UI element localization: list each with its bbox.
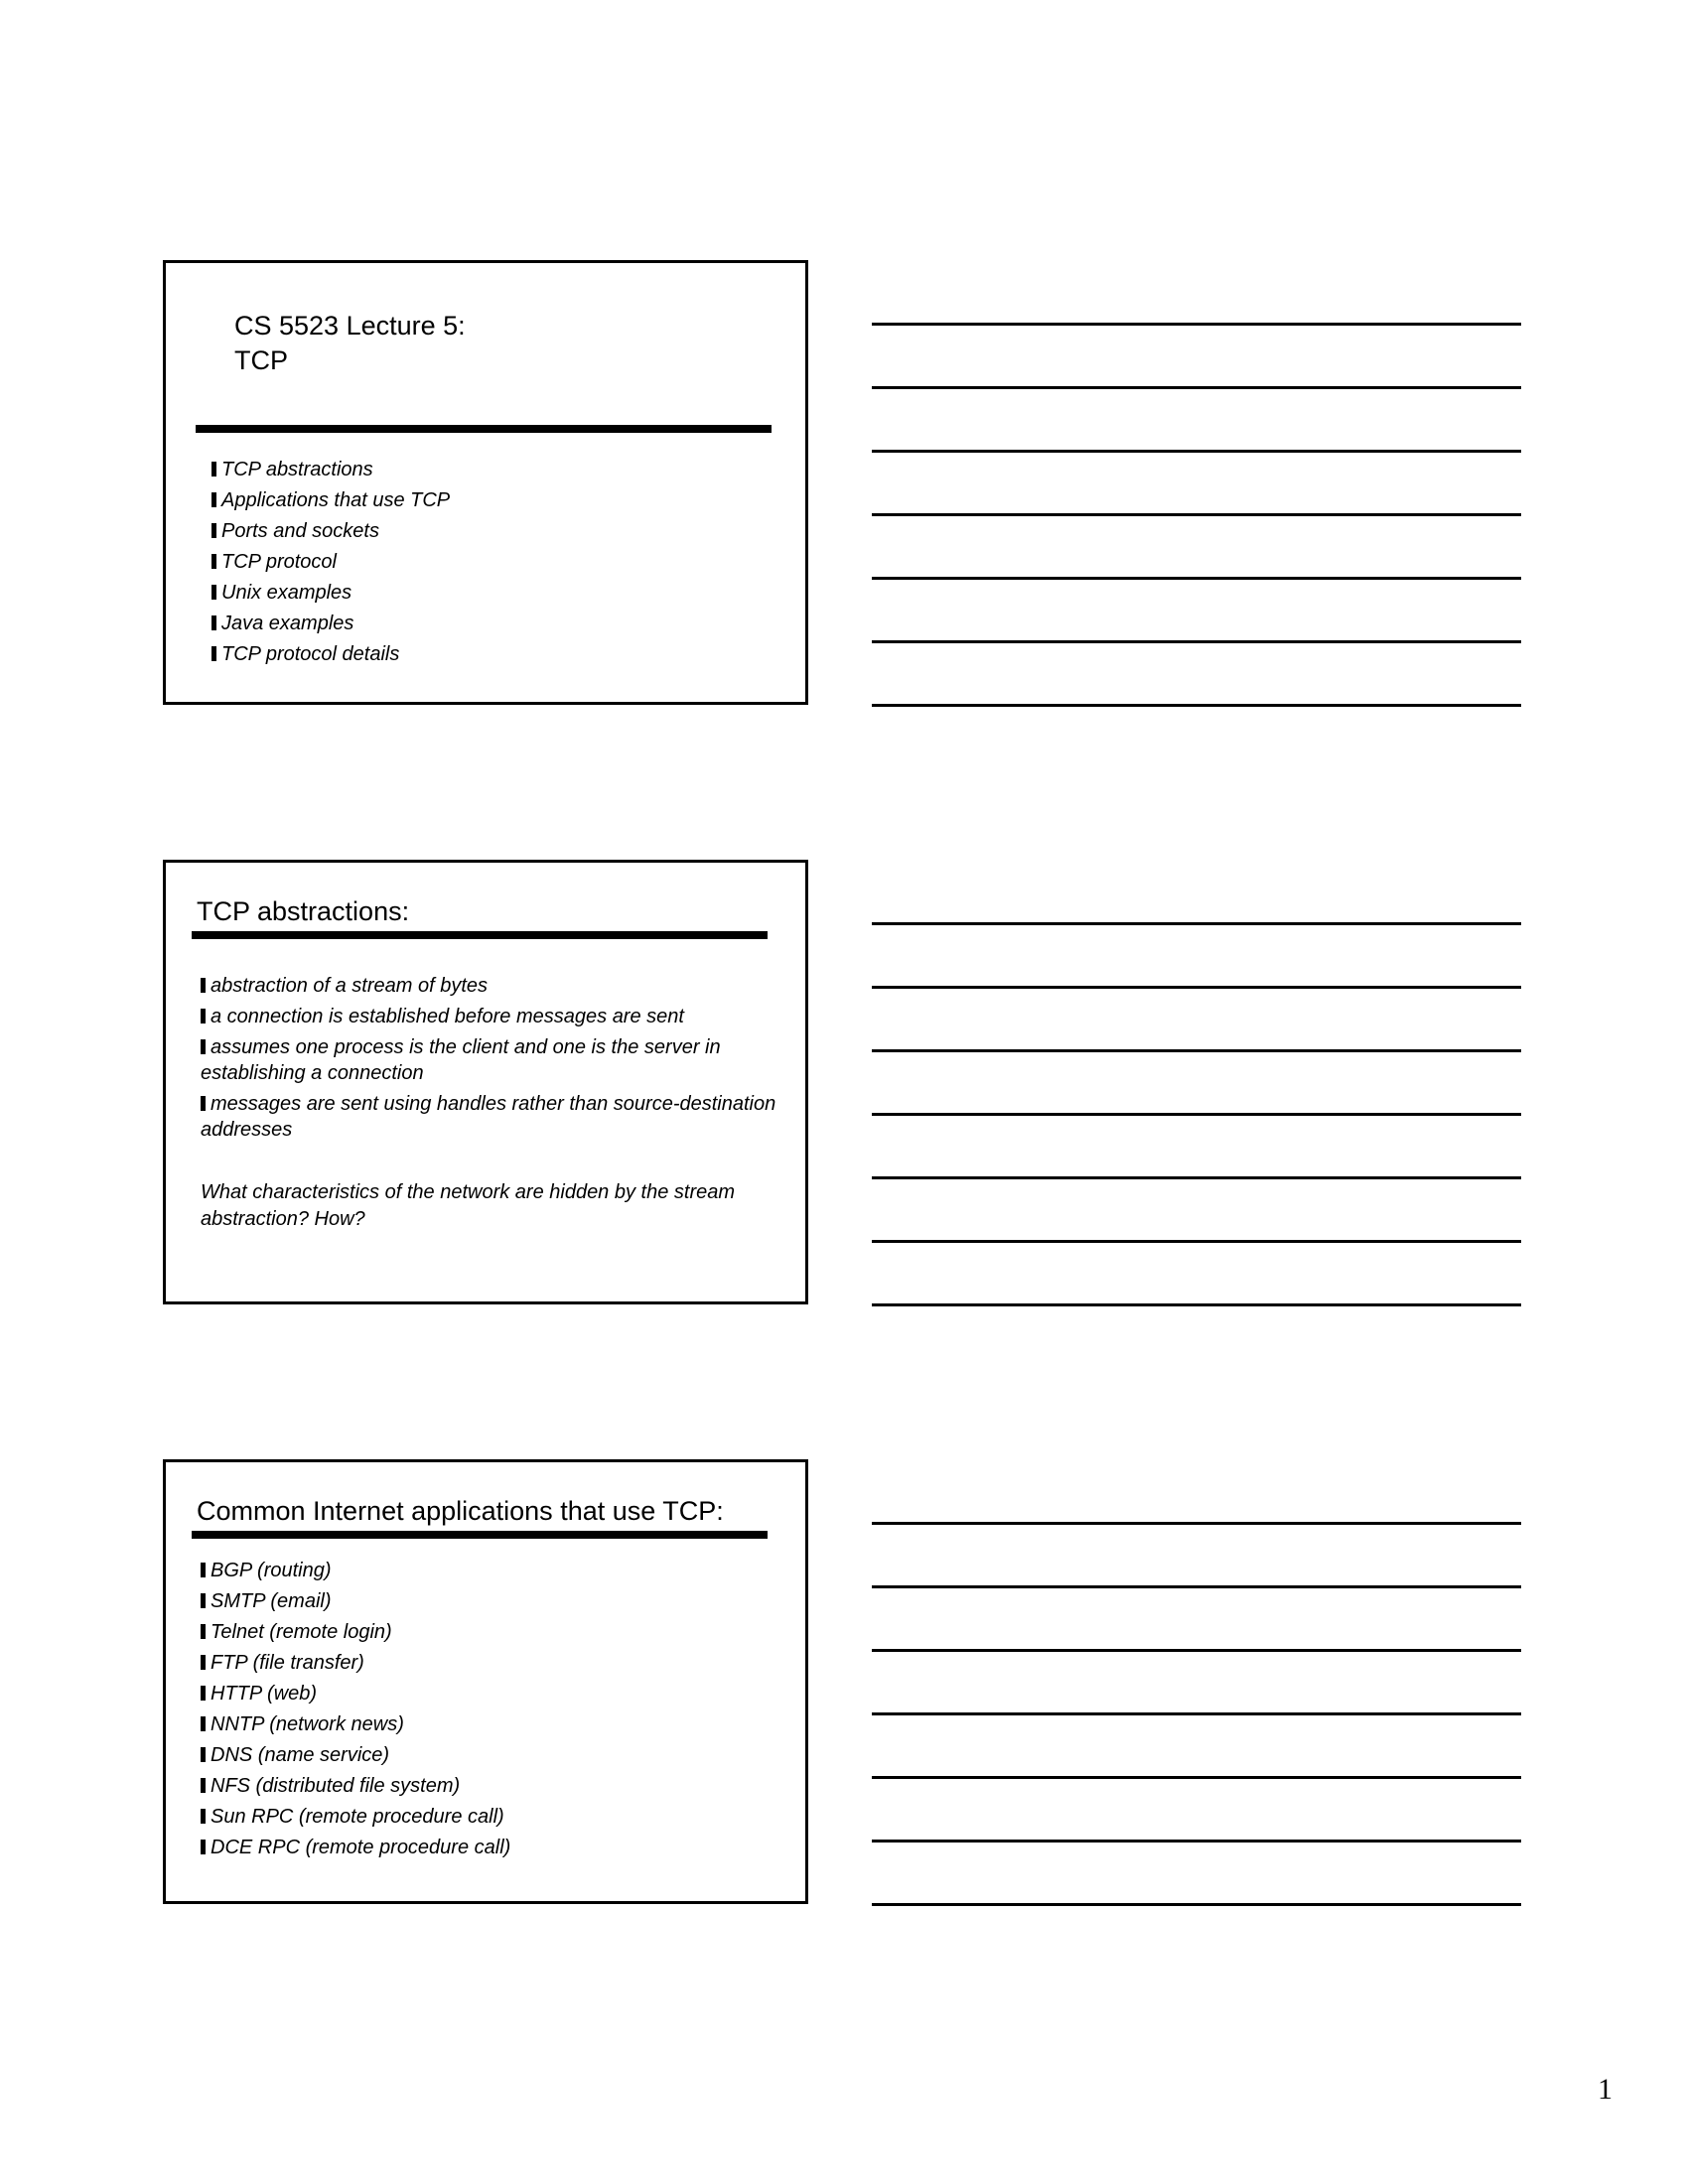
list-item xyxy=(201,1558,510,1584)
bullet-icon xyxy=(201,1686,206,1701)
note-line xyxy=(872,1176,1521,1179)
title-divider xyxy=(196,425,772,433)
note-line xyxy=(872,1712,1521,1715)
list-item xyxy=(211,641,450,668)
bullet-icon xyxy=(211,492,216,507)
note-line xyxy=(872,1840,1521,1843)
slide-title xyxy=(234,309,466,378)
bullet-icon xyxy=(201,1096,206,1111)
list-item xyxy=(211,487,450,514)
slide-2 xyxy=(163,860,808,1304)
bullet-icon xyxy=(201,1009,206,1024)
bullet-icon xyxy=(201,1840,206,1854)
list-item xyxy=(201,1091,786,1143)
note-line xyxy=(872,323,1521,326)
list-item-text: NNTP (network news) xyxy=(211,1713,404,1735)
list-item xyxy=(211,549,450,576)
bullet-icon xyxy=(201,1716,206,1731)
bullet-icon xyxy=(211,646,216,661)
note-line xyxy=(872,1303,1521,1306)
list-item-text: Applications that use TCP xyxy=(221,489,451,511)
note-line xyxy=(872,1585,1521,1588)
list-item-text: DNS (name service) xyxy=(211,1744,390,1766)
bullet-icon xyxy=(201,1655,206,1670)
list-item-text: Java examples xyxy=(221,613,354,634)
list-item xyxy=(201,1773,510,1800)
list-item-text: BGP (routing) xyxy=(211,1560,332,1581)
list-item-text: Ports and sockets xyxy=(221,520,379,542)
bullet-list xyxy=(201,1558,510,1865)
discussion-question: What characteristics of the network are hidden by the stream abstraction? How? xyxy=(201,1181,736,1230)
note-line xyxy=(872,1522,1521,1525)
slide-title-line-1: CS 5523 Lecture 5: xyxy=(234,311,466,341)
note-line xyxy=(872,1240,1521,1243)
list-item xyxy=(211,457,450,483)
list-item xyxy=(211,580,450,607)
list-item-text: assumes one process is the client and one is the server in establishing a connection xyxy=(201,1036,721,1084)
list-item xyxy=(201,1619,510,1646)
bullet-icon xyxy=(201,1624,206,1639)
note-line xyxy=(872,640,1521,643)
bullet-icon xyxy=(201,1563,206,1577)
note-line xyxy=(872,386,1521,389)
page-number: 1 xyxy=(1598,2073,1613,2106)
list-item-text: TCP abstractions xyxy=(221,459,373,480)
bullet-icon xyxy=(211,462,216,477)
list-item-text: Unix examples xyxy=(221,582,352,604)
bullet-list xyxy=(211,457,450,672)
list-item-text: a connection is established before messages are sent xyxy=(211,1006,684,1027)
list-item xyxy=(201,1804,510,1831)
bullet-list xyxy=(201,973,786,1148)
list-item-text: Sun RPC (remote procedure call) xyxy=(211,1806,504,1828)
list-item-text: FTP (file transfer) xyxy=(211,1652,364,1674)
list-item xyxy=(201,1004,786,1029)
bullet-icon xyxy=(201,1809,206,1824)
note-line xyxy=(872,704,1521,707)
list-item xyxy=(211,518,450,545)
list-item xyxy=(201,1034,786,1086)
slide-title: TCP abstractions: xyxy=(197,896,410,926)
list-item xyxy=(201,1835,510,1861)
bullet-icon xyxy=(201,1778,206,1793)
title-divider xyxy=(192,931,768,939)
slide-3 xyxy=(163,1459,808,1904)
slide-title-line-2: TCP xyxy=(234,345,288,375)
list-item-text: TCP protocol details xyxy=(221,643,400,665)
bullet-icon xyxy=(201,1593,206,1608)
list-item-text: messages are sent using handles rather than source-destination addresses xyxy=(201,1093,776,1141)
note-line xyxy=(872,1903,1521,1906)
slide-title: Common Internet applications that use TCP: xyxy=(197,1496,724,1526)
bullet-icon xyxy=(211,615,216,630)
note-line xyxy=(872,986,1521,989)
list-item xyxy=(201,1681,510,1707)
list-item xyxy=(201,1742,510,1769)
list-item-text: SMTP (email) xyxy=(211,1590,332,1612)
bullet-icon xyxy=(201,1039,206,1054)
bullet-icon xyxy=(201,1747,206,1762)
note-line xyxy=(872,1649,1521,1652)
list-item xyxy=(201,1711,510,1738)
note-line xyxy=(872,1776,1521,1779)
bullet-icon xyxy=(211,554,216,569)
list-item xyxy=(201,1588,510,1615)
list-item-text: Telnet (remote login) xyxy=(211,1621,392,1643)
bullet-icon xyxy=(201,978,206,993)
note-line xyxy=(872,922,1521,925)
list-item-text: HTTP (web) xyxy=(211,1683,318,1705)
list-item-text: abstraction of a stream of bytes xyxy=(211,975,489,997)
note-line xyxy=(872,450,1521,453)
list-item xyxy=(211,611,450,637)
bullet-icon xyxy=(211,585,216,600)
note-line xyxy=(872,1113,1521,1116)
note-line xyxy=(872,513,1521,516)
list-item xyxy=(201,973,786,999)
bullet-icon xyxy=(211,523,216,538)
list-item-text: DCE RPC (remote procedure call) xyxy=(211,1837,511,1858)
list-item-text: NFS (distributed file system) xyxy=(211,1775,461,1797)
list-item-text: TCP protocol xyxy=(221,551,337,573)
title-divider xyxy=(192,1531,768,1539)
note-line xyxy=(872,577,1521,580)
slide-1 xyxy=(163,260,808,705)
note-line xyxy=(872,1049,1521,1052)
list-item xyxy=(201,1650,510,1677)
